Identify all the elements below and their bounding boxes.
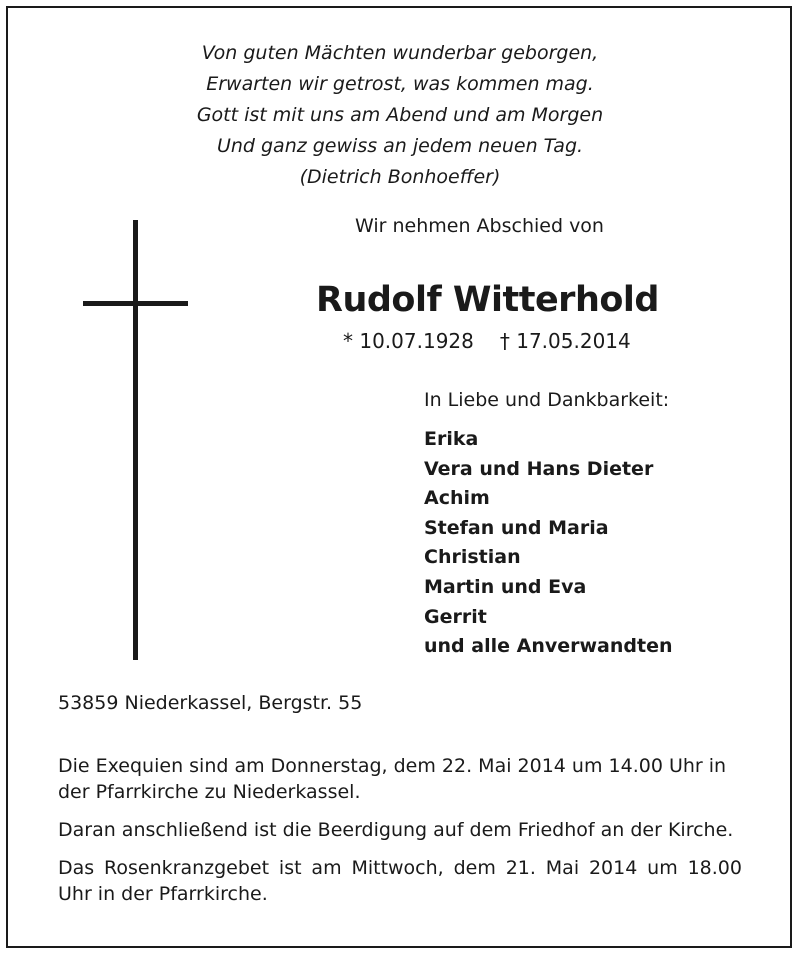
mourner-item: und alle Anverwandten	[424, 635, 673, 658]
exequies-info: Die Exequien sind am Donnerstag, dem 22. Mai 2014 um 14.00 Uhr in der Pfarrkirche zu Niederkassel.	[58, 755, 727, 803]
poem-line-4: Und ganz gewiss an jedem neuen Tag.	[216, 135, 584, 157]
poem-line-2: Erwarten wir getrost, was kommen mag.	[206, 73, 594, 95]
death-date: † 17.05.2014	[499, 329, 631, 353]
mourner-item: Christian	[424, 546, 521, 569]
birth-date: * 10.07.1928	[343, 329, 474, 353]
poem-author: (Dietrich Bonhoeffer)	[299, 166, 501, 188]
rosary-info: Das Rosenkranzgebet ist am Mittwoch, dem 21. Mai 2014 um 18.00 Uhr in der Pfarrkirche.	[58, 857, 742, 905]
mourner-item: Gerrit	[424, 605, 487, 628]
poem-line-3: Gott ist mit uns am Abend und am Morgen	[196, 104, 604, 126]
deceased-name: Rudolf Witterhold	[316, 280, 659, 320]
cross-vertical-bar	[133, 220, 138, 660]
bonhoeffer-poem	[0, 38, 800, 193]
cross-horizontal-bar	[83, 301, 188, 306]
life-dates	[343, 329, 631, 353]
poem-line-1: Von guten Mächten wunderbar geborgen,	[201, 42, 599, 64]
mourner-item: Erika	[424, 428, 479, 450]
mourners-list	[424, 425, 672, 662]
burial-info: Daran anschließend ist die Beerdigung auf dem Friedhof an der Kirche.	[58, 819, 734, 841]
mourner-item: Martin und Eva	[424, 575, 587, 598]
mourner-item: Vera und Hans Dieter	[424, 457, 654, 480]
thanks-heading: In Liebe und Dankbarkeit:	[424, 389, 670, 411]
mourner-item: Stefan und Maria	[424, 516, 609, 539]
mourner-item: Achim	[424, 487, 490, 510]
farewell-intro: Wir nehmen Abschied von	[355, 215, 604, 237]
family-address: 53859 Niederkassel, Bergstr. 55	[58, 692, 363, 714]
